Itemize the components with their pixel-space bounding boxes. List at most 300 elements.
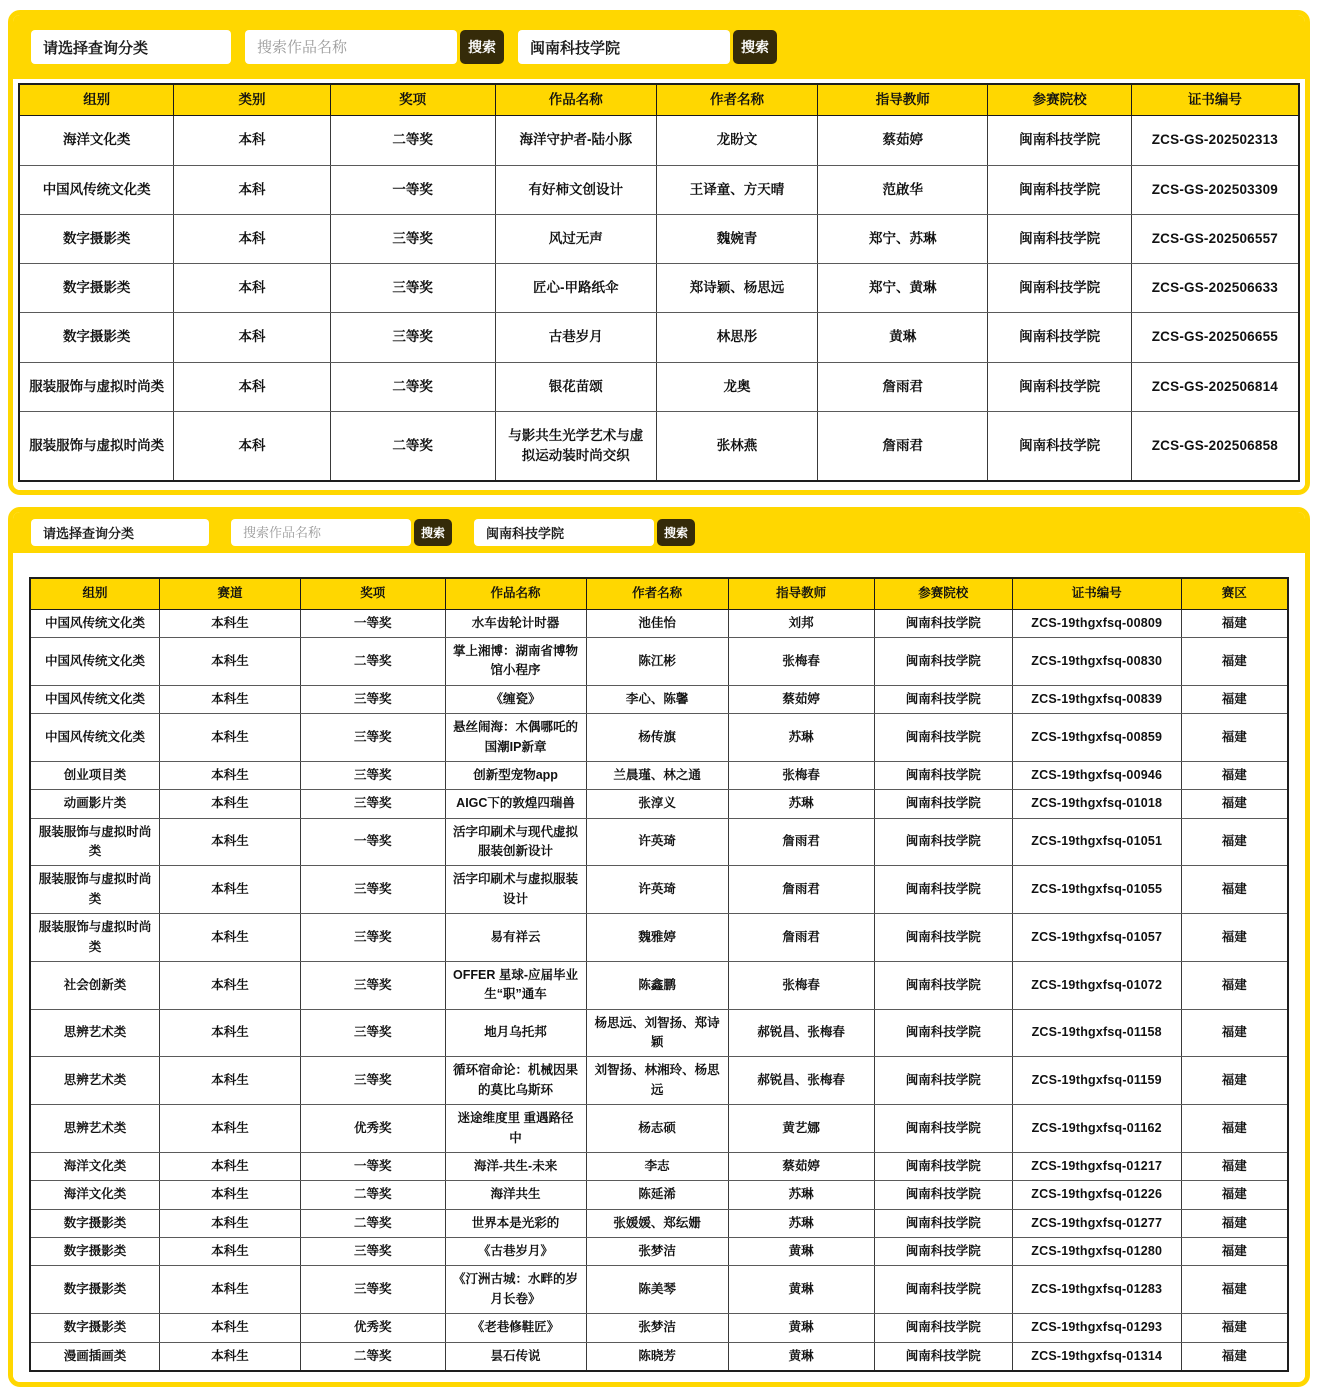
- table-cell: 本科: [174, 214, 330, 263]
- table-cell: 闽南科技学院: [988, 264, 1131, 313]
- column-header: 作者名称: [656, 84, 817, 116]
- table-cell: 本科生: [160, 914, 301, 962]
- work-search-group-2: [231, 519, 452, 546]
- table-cell: 本科: [174, 313, 330, 362]
- table-cell: 数字摄影类: [19, 214, 174, 263]
- table-cell: 本科生: [160, 1105, 301, 1153]
- table-cell: 张梅春: [728, 638, 874, 686]
- work-name-input-2[interactable]: [231, 519, 411, 546]
- column-header: 证书编号: [1012, 578, 1181, 609]
- table-cell: 海洋文化类: [30, 1181, 160, 1209]
- table-cell: 詹雨君: [818, 362, 988, 411]
- table-cell: 闽南科技学院: [874, 790, 1012, 818]
- table-cell: 福建: [1181, 638, 1288, 686]
- table-cell: 闽南科技学院: [874, 1057, 1012, 1105]
- table-cell: 福建: [1181, 1266, 1288, 1314]
- table-cell: 循环宿命论：机械因果的莫比乌斯环: [445, 1057, 586, 1105]
- table-cell: ZCS-GS-202506858: [1131, 411, 1299, 481]
- table-cell: 本科: [174, 116, 330, 165]
- table-row: [30, 961, 1288, 1009]
- table-cell: 兰晨瑾、林之通: [586, 761, 728, 789]
- table-cell: 本科: [174, 411, 330, 481]
- table-cell: 闽南科技学院: [988, 165, 1131, 214]
- school-search-group-1: [518, 30, 777, 64]
- table-cell: 郝锐昌、张梅春: [728, 1009, 874, 1057]
- table-cell: 闽南科技学院: [988, 362, 1131, 411]
- table-cell: ZCS-19thgxfsq-00839: [1012, 685, 1181, 713]
- table-cell: 李志: [586, 1152, 728, 1180]
- table-cell: 创新型宠物app: [445, 761, 586, 789]
- table-cell: 中国风传统文化类: [19, 165, 174, 214]
- table-cell: 地月乌托邦: [445, 1009, 586, 1057]
- table-cell: 福建: [1181, 761, 1288, 789]
- table-cell: 王译童、方天晴: [656, 165, 817, 214]
- table-row: [19, 116, 1299, 165]
- table-row: [30, 761, 1288, 789]
- table-cell: 二等奖: [300, 638, 445, 686]
- table-cell: 与影共生光学艺术与虚拟运动装时尚交织: [495, 411, 656, 481]
- table-cell: 黄琳: [818, 313, 988, 362]
- column-header: 赛区: [1181, 578, 1288, 609]
- table-row: [30, 685, 1288, 713]
- table-cell: ZCS-19thgxfsq-01280: [1012, 1238, 1181, 1266]
- table-wrap-2: [13, 553, 1305, 1382]
- table-cell: AIGC下的敦煌四瑞兽: [445, 790, 586, 818]
- search-bar-1: [13, 15, 1305, 79]
- table-cell: 本科: [174, 264, 330, 313]
- table-cell: 三等奖: [330, 313, 495, 362]
- table-cell: ZCS-GS-202506557: [1131, 214, 1299, 263]
- table-row: [30, 1238, 1288, 1266]
- column-header: 类别: [174, 84, 330, 116]
- table-cell: 闽南科技学院: [874, 1266, 1012, 1314]
- table-cell: 本科生: [160, 1314, 301, 1342]
- table-cell: 闽南科技学院: [988, 313, 1131, 362]
- school-search-group-2: [474, 519, 695, 546]
- column-header: 指导教师: [818, 84, 988, 116]
- table-cell: 福建: [1181, 1314, 1288, 1342]
- column-header: 奖项: [330, 84, 495, 116]
- table-cell: 闽南科技学院: [874, 961, 1012, 1009]
- table-cell: 本科生: [160, 685, 301, 713]
- table-cell: 三等奖: [330, 214, 495, 263]
- table-cell: ZCS-GS-202502313: [1131, 116, 1299, 165]
- table-cell: 郝锐昌、张梅春: [728, 1057, 874, 1105]
- table-cell: 郑诗颖、杨思远: [656, 264, 817, 313]
- table-cell: 本科生: [160, 1266, 301, 1314]
- table-cell: 服装服饰与虚拟时尚类: [30, 866, 160, 914]
- table-cell: 闽南科技学院: [874, 818, 1012, 866]
- table-cell: 黄琳: [728, 1314, 874, 1342]
- column-header: 作品名称: [445, 578, 586, 609]
- column-header: 作者名称: [586, 578, 728, 609]
- table-cell: 池佳怡: [586, 609, 728, 637]
- table-row: [30, 1057, 1288, 1105]
- table-cell: ZCS-19thgxfsq-00809: [1012, 609, 1181, 637]
- table-cell: 海洋守护者-陆小豚: [495, 116, 656, 165]
- table-cell: 闽南科技学院: [874, 685, 1012, 713]
- table-cell: 三等奖: [300, 866, 445, 914]
- school-input[interactable]: [518, 30, 730, 64]
- table-cell: 优秀奖: [300, 1314, 445, 1342]
- table-cell: 本科生: [160, 714, 301, 762]
- header-row: [30, 578, 1288, 609]
- table-cell: 本科生: [160, 609, 301, 637]
- work-search-button[interactable]: 搜索: [460, 30, 504, 64]
- table-cell: ZCS-19thgxfsq-01018: [1012, 790, 1181, 818]
- table-cell: 杨传旗: [586, 714, 728, 762]
- table-cell: 闽南科技学院: [874, 714, 1012, 762]
- table-cell: 本科生: [160, 1057, 301, 1105]
- table-row: [19, 264, 1299, 313]
- table-cell: 三等奖: [300, 685, 445, 713]
- table-cell: 闽南科技学院: [874, 914, 1012, 962]
- table-cell: ZCS-19thgxfsq-01314: [1012, 1342, 1181, 1371]
- table-cell: 掌上湘博：湖南省博物馆小程序: [445, 638, 586, 686]
- table-cell: 一等奖: [300, 1152, 445, 1180]
- table-cell: 创业项目类: [30, 761, 160, 789]
- table-cell: 张媛媛、郑纭姗: [586, 1209, 728, 1237]
- table-cell: 闽南科技学院: [988, 411, 1131, 481]
- table-cell: ZCS-GS-202506814: [1131, 362, 1299, 411]
- table-row: [30, 609, 1288, 637]
- table-cell: 范啟华: [818, 165, 988, 214]
- table-cell: 本科生: [160, 1009, 301, 1057]
- table-cell: ZCS-19thgxfsq-00830: [1012, 638, 1181, 686]
- table-cell: 福建: [1181, 714, 1288, 762]
- table-row: [30, 1009, 1288, 1057]
- table-cell: 本科生: [160, 1342, 301, 1371]
- table-wrap-1: [13, 79, 1305, 490]
- table-cell: 本科生: [160, 761, 301, 789]
- table-cell: 服装服饰与虚拟时尚类: [30, 914, 160, 962]
- table-row: [30, 1181, 1288, 1209]
- table-cell: 郑宁、黄琳: [818, 264, 988, 313]
- table-cell: 福建: [1181, 1009, 1288, 1057]
- table-cell: 二等奖: [300, 1342, 445, 1371]
- table-cell: 中国风传统文化类: [30, 609, 160, 637]
- table-row: [30, 1314, 1288, 1342]
- table-cell: 本科生: [160, 961, 301, 1009]
- table-cell: 李心、陈馨: [586, 685, 728, 713]
- table-cell: 数字摄影类: [30, 1238, 160, 1266]
- table-cell: 二等奖: [330, 116, 495, 165]
- table-cell: 三等奖: [300, 914, 445, 962]
- table-cell: ZCS-19thgxfsq-01057: [1012, 914, 1181, 962]
- table-cell: 本科生: [160, 866, 301, 914]
- table-cell: 魏雅婷: [586, 914, 728, 962]
- table-cell: 动画影片类: [30, 790, 160, 818]
- table-row: [30, 1105, 1288, 1153]
- table-cell: 海洋文化类: [30, 1152, 160, 1180]
- table-row: [30, 914, 1288, 962]
- table-cell: 数字摄影类: [19, 313, 174, 362]
- category-group-2: [31, 519, 209, 546]
- table-cell: 海洋文化类: [19, 116, 174, 165]
- table-cell: 本科: [174, 362, 330, 411]
- table-cell: ZCS-19thgxfsq-01072: [1012, 961, 1181, 1009]
- table-cell: 三等奖: [300, 1238, 445, 1266]
- table-cell: 服装服饰与虚拟时尚类: [30, 818, 160, 866]
- table-cell: 本科生: [160, 818, 301, 866]
- table-cell: 一等奖: [330, 165, 495, 214]
- table-cell: 本科生: [160, 1238, 301, 1266]
- table-cell: 张林燕: [656, 411, 817, 481]
- column-header: 组别: [19, 84, 174, 116]
- table-row: [19, 313, 1299, 362]
- table-cell: ZCS-19thgxfsq-01277: [1012, 1209, 1181, 1237]
- table-cell: 古巷岁月: [495, 313, 656, 362]
- table-cell: 中国风传统文化类: [30, 714, 160, 762]
- table-cell: 本科生: [160, 1181, 301, 1209]
- school-input-2[interactable]: [474, 519, 654, 546]
- category-select-2[interactable]: [31, 519, 209, 546]
- table-cell: 三等奖: [300, 1009, 445, 1057]
- table-row: [30, 1266, 1288, 1314]
- table-cell: 福建: [1181, 1238, 1288, 1266]
- table-cell: ZCS-19thgxfsq-01293: [1012, 1314, 1181, 1342]
- table-cell: 《缠瓷》: [445, 685, 586, 713]
- table-cell: 闽南科技学院: [874, 609, 1012, 637]
- results-card-2: [8, 507, 1310, 1387]
- table-cell: 本科: [174, 165, 330, 214]
- table-cell: 陈延浠: [586, 1181, 728, 1209]
- table-cell: 詹雨君: [728, 866, 874, 914]
- table-cell: 服装服饰与虚拟时尚类: [19, 362, 174, 411]
- table-cell: 刘邦: [728, 609, 874, 637]
- table-cell: ZCS-19thgxfsq-00946: [1012, 761, 1181, 789]
- school-search-button-2[interactable]: 搜索: [657, 519, 695, 546]
- table-cell: ZCS-19thgxfsq-01051: [1012, 818, 1181, 866]
- table-cell: ZCS-19thgxfsq-01055: [1012, 866, 1181, 914]
- category-group-1: [31, 30, 231, 64]
- category-select[interactable]: [31, 30, 231, 64]
- table-row: [30, 1342, 1288, 1371]
- table-cell: 漫画插画类: [30, 1342, 160, 1371]
- table-cell: 银花苗颂: [495, 362, 656, 411]
- table-cell: 福建: [1181, 961, 1288, 1009]
- table-row: [30, 1152, 1288, 1180]
- work-name-input[interactable]: [245, 30, 457, 64]
- table-cell: 闽南科技学院: [874, 1342, 1012, 1371]
- table-row: [30, 1209, 1288, 1237]
- table-cell: 数字摄影类: [30, 1209, 160, 1237]
- table-cell: 詹雨君: [818, 411, 988, 481]
- column-header: 作品名称: [495, 84, 656, 116]
- table-cell: 杨思远、刘智扬、郑诗颖: [586, 1009, 728, 1057]
- table-cell: 黄琳: [728, 1266, 874, 1314]
- table-cell: 杨志硕: [586, 1105, 728, 1153]
- awards-table-provincial: [18, 83, 1300, 482]
- table-cell: 本科生: [160, 790, 301, 818]
- table-cell: 数字摄影类: [30, 1266, 160, 1314]
- school-search-button[interactable]: 搜索: [733, 30, 777, 64]
- table-row: [19, 411, 1299, 481]
- column-header: 赛道: [160, 578, 301, 609]
- work-search-group-1: [245, 30, 504, 64]
- table-cell: 陈鑫鹏: [586, 961, 728, 1009]
- table-cell: 《古巷岁月》: [445, 1238, 586, 1266]
- table-cell: ZCS-19thgxfsq-01217: [1012, 1152, 1181, 1180]
- table-cell: 有好柿文创设计: [495, 165, 656, 214]
- table-cell: 三等奖: [300, 1266, 445, 1314]
- table-cell: 思辨艺术类: [30, 1057, 160, 1105]
- table-cell: 易有祥云: [445, 914, 586, 962]
- table-cell: 福建: [1181, 1152, 1288, 1180]
- table-cell: 数字摄影类: [30, 1314, 160, 1342]
- table-cell: 福建: [1181, 1209, 1288, 1237]
- table-cell: 闽南科技学院: [874, 1105, 1012, 1153]
- work-search-button-2[interactable]: 搜索: [414, 519, 452, 546]
- table-cell: 许英琦: [586, 866, 728, 914]
- table-cell: 福建: [1181, 1342, 1288, 1371]
- table-cell: 本科生: [160, 1209, 301, 1237]
- table-cell: 陈美琴: [586, 1266, 728, 1314]
- table-cell: 黄艺娜: [728, 1105, 874, 1153]
- table-cell: ZCS-19thgxfsq-01162: [1012, 1105, 1181, 1153]
- table-cell: 闽南科技学院: [874, 1181, 1012, 1209]
- table-cell: 詹雨君: [728, 914, 874, 962]
- table-cell: 福建: [1181, 914, 1288, 962]
- table-cell: 海洋-共生-未来: [445, 1152, 586, 1180]
- table-cell: 海洋共生: [445, 1181, 586, 1209]
- table-row: [30, 818, 1288, 866]
- table-cell: 本科生: [160, 638, 301, 686]
- table-cell: ZCS-GS-202503309: [1131, 165, 1299, 214]
- table-cell: ZCS-19thgxfsq-00859: [1012, 714, 1181, 762]
- table-row: [19, 214, 1299, 263]
- table-cell: 服装服饰与虚拟时尚类: [19, 411, 174, 481]
- table-cell: ZCS-19thgxfsq-01283: [1012, 1266, 1181, 1314]
- column-header: 奖项: [300, 578, 445, 609]
- table-cell: 林思彤: [656, 313, 817, 362]
- table-cell: 张梅春: [728, 961, 874, 1009]
- table-row: [30, 866, 1288, 914]
- table-cell: 思辨艺术类: [30, 1105, 160, 1153]
- table-cell: 昙石传说: [445, 1342, 586, 1371]
- table-cell: 郑宁、苏琳: [818, 214, 988, 263]
- table-cell: 中国风传统文化类: [30, 638, 160, 686]
- table-cell: 黄琳: [728, 1238, 874, 1266]
- table-row: [30, 714, 1288, 762]
- table-cell: 苏琳: [728, 790, 874, 818]
- table-cell: 《老巷修鞋匠》: [445, 1314, 586, 1342]
- table-cell: 活字印刷术与现代虚拟服装创新设计: [445, 818, 586, 866]
- table-cell: 三等奖: [300, 790, 445, 818]
- column-header: 证书编号: [1131, 84, 1299, 116]
- table-cell: 活字印刷术与虚拟服装设计: [445, 866, 586, 914]
- table-cell: 二等奖: [300, 1209, 445, 1237]
- table-cell: 苏琳: [728, 714, 874, 762]
- table-cell: 三等奖: [300, 1057, 445, 1105]
- search-bar-2: [13, 512, 1305, 553]
- table-cell: 张梅春: [728, 761, 874, 789]
- table-cell: 中国风传统文化类: [30, 685, 160, 713]
- table-cell: 刘智扬、林湘玲、杨思远: [586, 1057, 728, 1105]
- table-cell: 闽南科技学院: [988, 214, 1131, 263]
- table-cell: 《汀洲古城：水畔的岁月长卷》: [445, 1266, 586, 1314]
- table-cell: 三等奖: [300, 961, 445, 1009]
- table-cell: 福建: [1181, 1181, 1288, 1209]
- table-cell: 福建: [1181, 609, 1288, 637]
- table-cell: 福建: [1181, 790, 1288, 818]
- table-row: [19, 362, 1299, 411]
- table-cell: 陈晓芳: [586, 1342, 728, 1371]
- column-header: 指导教师: [728, 578, 874, 609]
- table-cell: 二等奖: [300, 1181, 445, 1209]
- table-cell: 闽南科技学院: [874, 866, 1012, 914]
- table-cell: 陈江彬: [586, 638, 728, 686]
- table-cell: ZCS-19thgxfsq-01226: [1012, 1181, 1181, 1209]
- table-cell: 张梦洁: [586, 1238, 728, 1266]
- table-cell: 詹雨君: [728, 818, 874, 866]
- table-cell: 苏琳: [728, 1181, 874, 1209]
- table-cell: ZCS-GS-202506633: [1131, 264, 1299, 313]
- table-cell: 水车齿轮计时器: [445, 609, 586, 637]
- table-cell: 苏琳: [728, 1209, 874, 1237]
- table-cell: 蔡茹婷: [728, 1152, 874, 1180]
- table-cell: ZCS-19thgxfsq-01159: [1012, 1057, 1181, 1105]
- table-cell: 社会创新类: [30, 961, 160, 1009]
- table-cell: 思辨艺术类: [30, 1009, 160, 1057]
- table-cell: 本科生: [160, 1152, 301, 1180]
- table-cell: 蔡茹婷: [818, 116, 988, 165]
- table-cell: 二等奖: [330, 362, 495, 411]
- table-cell: 福建: [1181, 685, 1288, 713]
- table-cell: 福建: [1181, 1105, 1288, 1153]
- table-cell: ZCS-19thgxfsq-01158: [1012, 1009, 1181, 1057]
- table-cell: 闽南科技学院: [874, 1209, 1012, 1237]
- table-cell: 匠心-甲路纸伞: [495, 264, 656, 313]
- table-cell: 三等奖: [300, 714, 445, 762]
- table-row: [19, 165, 1299, 214]
- table-cell: 优秀奖: [300, 1105, 445, 1153]
- table-cell: 迷途维度里 重遇路径中: [445, 1105, 586, 1153]
- table-cell: 福建: [1181, 1057, 1288, 1105]
- table-cell: 龙奥: [656, 362, 817, 411]
- table-cell: 闽南科技学院: [874, 1152, 1012, 1180]
- table-cell: 福建: [1181, 818, 1288, 866]
- table-row: [30, 790, 1288, 818]
- table-cell: 闽南科技学院: [874, 1009, 1012, 1057]
- table-cell: 三等奖: [300, 761, 445, 789]
- table-cell: 黄琳: [728, 1342, 874, 1371]
- awards-table-national: [29, 577, 1289, 1372]
- table-row: [30, 638, 1288, 686]
- table-cell: 闽南科技学院: [874, 1238, 1012, 1266]
- table-cell: 闽南科技学院: [874, 1314, 1012, 1342]
- table-cell: 张淳义: [586, 790, 728, 818]
- table-cell: 闽南科技学院: [874, 638, 1012, 686]
- header-row: [19, 84, 1299, 116]
- table-cell: 福建: [1181, 866, 1288, 914]
- column-header: 参赛院校: [874, 578, 1012, 609]
- table-cell: OFFER 星球-应届毕业生“职”通车: [445, 961, 586, 1009]
- table-cell: 闽南科技学院: [874, 761, 1012, 789]
- table-cell: 许英琦: [586, 818, 728, 866]
- table-cell: 悬丝闹海：木偶哪吒的国潮IP新章: [445, 714, 586, 762]
- table-cell: 张梦洁: [586, 1314, 728, 1342]
- table-cell: 三等奖: [330, 264, 495, 313]
- table-cell: ZCS-GS-202506655: [1131, 313, 1299, 362]
- column-header: 组别: [30, 578, 160, 609]
- table-cell: 世界本是光彩的: [445, 1209, 586, 1237]
- results-card-1: [8, 10, 1310, 495]
- table-cell: 二等奖: [330, 411, 495, 481]
- column-header: 参赛院校: [988, 84, 1131, 116]
- table-cell: 风过无声: [495, 214, 656, 263]
- table-cell: 数字摄影类: [19, 264, 174, 313]
